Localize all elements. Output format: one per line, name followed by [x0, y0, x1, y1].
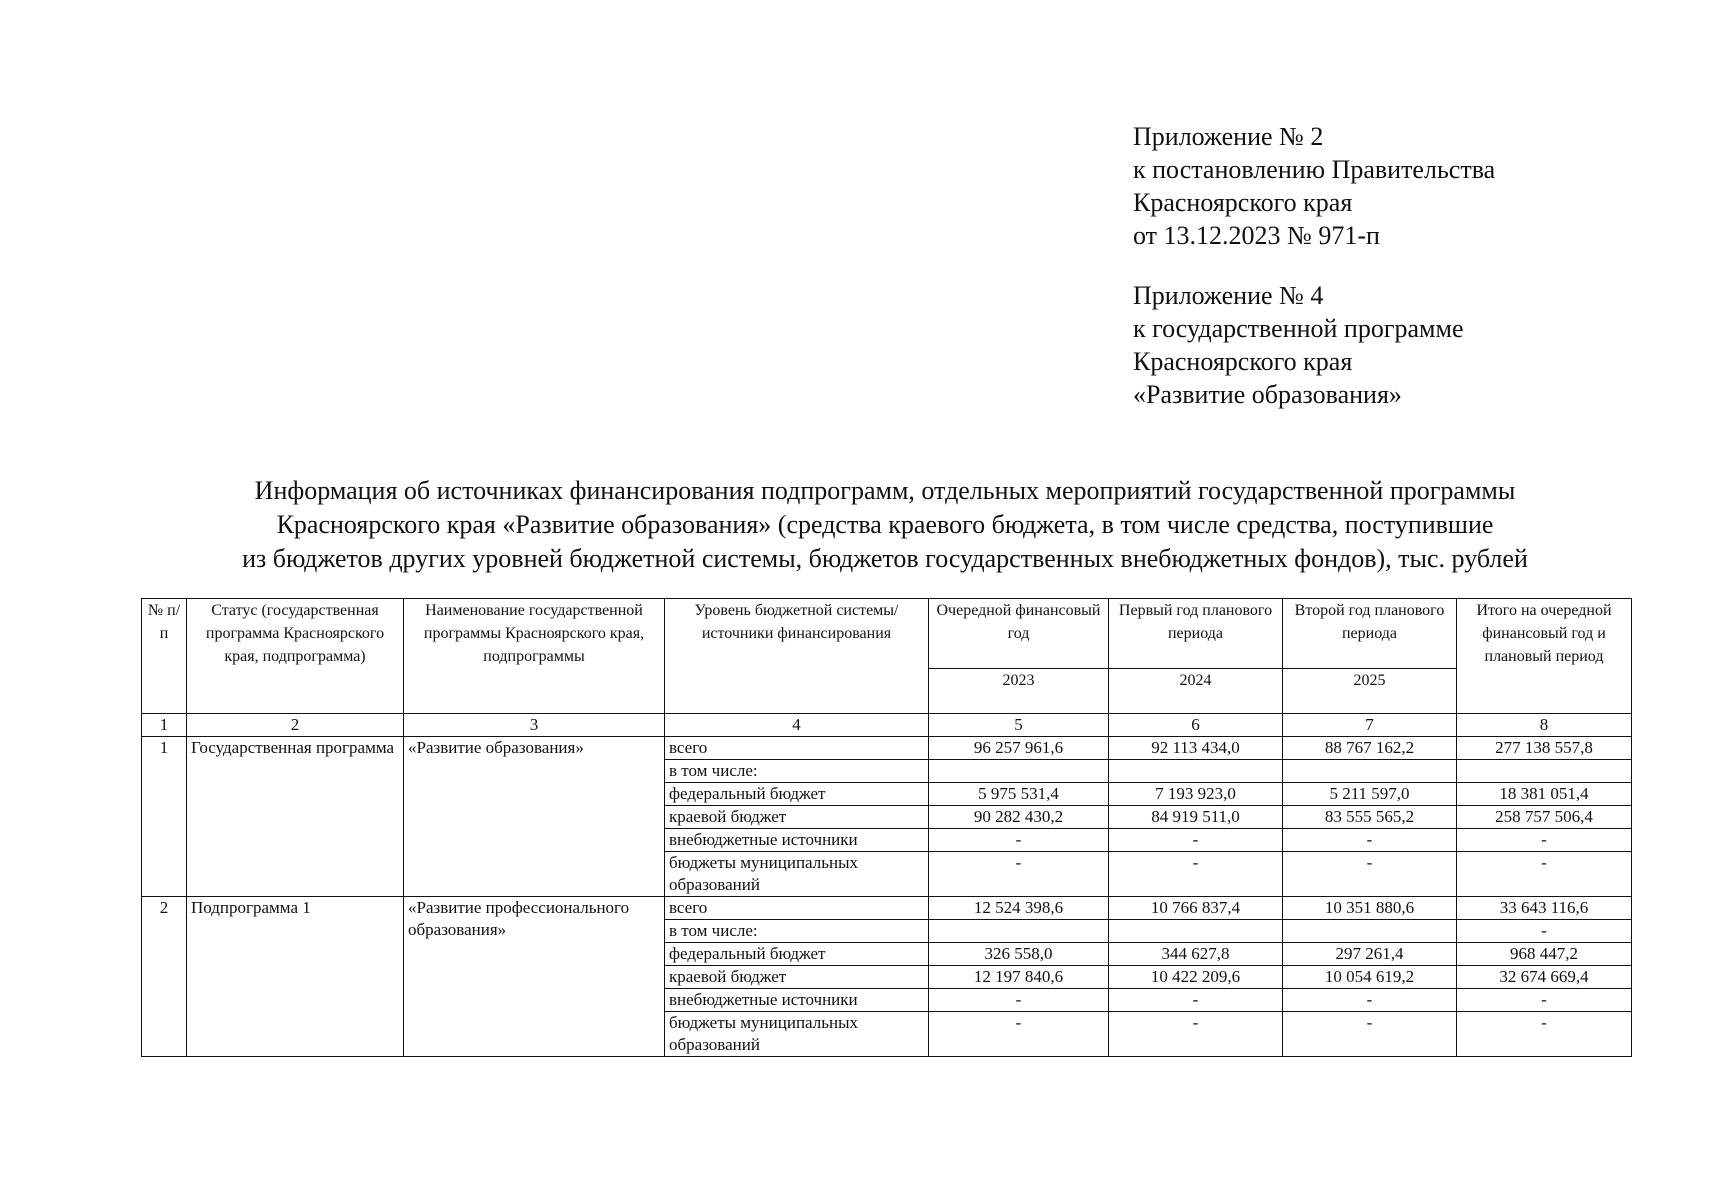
- value-2024: 7 193 923,0: [1109, 783, 1283, 806]
- title-line: Информация об источниках финансирования подпрограмм, отдельных мероприятий государственной программы: [254, 476, 1516, 505]
- appendix-2-line: Красноярского края: [1133, 188, 1353, 217]
- value-2025: -: [1283, 829, 1457, 852]
- value-2023: 12 197 840,6: [929, 966, 1109, 989]
- value-total: 32 674 669,4: [1457, 966, 1632, 989]
- value-2024: -: [1109, 1012, 1283, 1057]
- financing-table: [141, 598, 1632, 1057]
- header-year-3: Второй год планового периода: [1283, 599, 1457, 669]
- value-total: -: [1457, 920, 1632, 943]
- column-numbers-row: [142, 714, 1632, 737]
- row-status: Государственная программа: [187, 737, 404, 897]
- value-total: -: [1457, 989, 1632, 1012]
- row-num: 2: [142, 897, 187, 1057]
- value-2023: 326 558,0: [929, 943, 1109, 966]
- row-level: всего: [665, 897, 929, 920]
- value-2025: [1283, 760, 1457, 783]
- column-number: 3: [404, 714, 665, 737]
- appendix-2-line: к постановлению Правительства: [1133, 155, 1496, 184]
- title-line: из бюджетов других уровней бюджетной системы, бюджетов государственных внебюджетных фондов), тыс. рублей: [242, 544, 1528, 573]
- row-level: всего: [665, 737, 929, 760]
- value-2023: -: [929, 989, 1109, 1012]
- row-program-name: «Развитие профессионального образования»: [404, 897, 665, 1057]
- value-2025: -: [1283, 1012, 1457, 1057]
- title-line: Красноярского края «Развитие образования» (средства краевого бюджета, в том числе средства, поступившие: [276, 510, 1494, 539]
- column-number: 7: [1283, 714, 1457, 737]
- value-total: -: [1457, 852, 1632, 897]
- table-body: [142, 714, 1632, 1057]
- value-2023: -: [929, 852, 1109, 897]
- header-year-2-value: 2024: [1109, 669, 1283, 714]
- value-2024: [1109, 920, 1283, 943]
- row-status: Подпрограмма 1: [187, 897, 404, 1057]
- value-2024: 84 919 511,0: [1109, 806, 1283, 829]
- value-2025: 10 054 619,2: [1283, 966, 1457, 989]
- value-2023: [929, 760, 1109, 783]
- column-number: 8: [1457, 714, 1632, 737]
- row-level: внебюджетные источники: [665, 989, 929, 1012]
- row-level: бюджеты муниципальных образований: [665, 1012, 929, 1057]
- value-2023: [929, 920, 1109, 943]
- appendix-2-line: Приложение № 2: [1133, 122, 1324, 151]
- value-2023: 90 282 430,2: [929, 806, 1109, 829]
- header-year-2: Первый год планового периода: [1109, 599, 1283, 669]
- value-total: [1457, 760, 1632, 783]
- value-2025: 10 351 880,6: [1283, 897, 1457, 920]
- appendix-4-line: Красноярского края: [1133, 347, 1353, 376]
- row-level: в том числе:: [665, 760, 929, 783]
- row-level: федеральный бюджет: [665, 783, 929, 806]
- appendix-4-block: [1133, 279, 1464, 411]
- value-2023: 12 524 398,6: [929, 897, 1109, 920]
- column-number: 5: [929, 714, 1109, 737]
- value-total: 18 381 051,4: [1457, 783, 1632, 806]
- value-2023: 96 257 961,6: [929, 737, 1109, 760]
- value-total: 258 757 506,4: [1457, 806, 1632, 829]
- row-level: краевой бюджет: [665, 806, 929, 829]
- value-total: 968 447,2: [1457, 943, 1632, 966]
- value-2025: [1283, 920, 1457, 943]
- appendix-2-line: от 13.12.2023 № 971-п: [1133, 221, 1380, 250]
- value-2024: 10 766 837,4: [1109, 897, 1283, 920]
- row-level: бюджеты муниципальных образований: [665, 852, 929, 897]
- value-2024: -: [1109, 852, 1283, 897]
- appendix-4-line: «Развитие образования»: [1133, 380, 1402, 409]
- value-total: 277 138 557,8: [1457, 737, 1632, 760]
- appendix-2-block: [1133, 120, 1495, 252]
- value-2025: -: [1283, 989, 1457, 1012]
- value-2024: 344 627,8: [1109, 943, 1283, 966]
- table-row: [142, 897, 1632, 920]
- value-2024: -: [1109, 989, 1283, 1012]
- value-total: 33 643 116,6: [1457, 897, 1632, 920]
- value-2023: -: [929, 829, 1109, 852]
- column-number: 4: [665, 714, 929, 737]
- value-total: -: [1457, 829, 1632, 852]
- header-year-1-value: 2023: [929, 669, 1109, 714]
- row-level: внебюджетные источники: [665, 829, 929, 852]
- value-2024: -: [1109, 829, 1283, 852]
- header-name: Наименование государственной программы Красноярского края, подпрограммы: [404, 599, 665, 714]
- header-num: № п/п: [142, 599, 187, 714]
- value-2025: 88 767 162,2: [1283, 737, 1457, 760]
- appendix-4-line: к государственной программе: [1133, 314, 1464, 343]
- value-2025: 5 211 597,0: [1283, 783, 1457, 806]
- row-level: федеральный бюджет: [665, 943, 929, 966]
- column-number: 6: [1109, 714, 1283, 737]
- value-2024: [1109, 760, 1283, 783]
- appendix-4-line: Приложение № 4: [1133, 281, 1324, 310]
- value-2025: 297 261,4: [1283, 943, 1457, 966]
- header-year-1: Очередной финансовый год: [929, 599, 1109, 669]
- header-status: Статус (государственная программа Красноярского края, подпрограмма): [187, 599, 404, 714]
- row-num: 1: [142, 737, 187, 897]
- row-program-name: «Развитие образования»: [404, 737, 665, 897]
- value-2023: -: [929, 1012, 1109, 1057]
- row-level: в том числе:: [665, 920, 929, 943]
- header-year-3-value: 2025: [1283, 669, 1457, 714]
- document-title: [90, 474, 1680, 576]
- header-total: Итого на очередной финансовый год и плановый период: [1457, 599, 1632, 714]
- column-number: 1: [142, 714, 187, 737]
- column-number: 2: [187, 714, 404, 737]
- value-2024: 10 422 209,6: [1109, 966, 1283, 989]
- value-2025: -: [1283, 852, 1457, 897]
- value-2025: 83 555 565,2: [1283, 806, 1457, 829]
- header-level: Уровень бюджетной системы/источники финансирования: [665, 599, 929, 714]
- row-level: краевой бюджет: [665, 966, 929, 989]
- table-row: [142, 737, 1632, 760]
- value-2023: 5 975 531,4: [929, 783, 1109, 806]
- value-2024: 92 113 434,0: [1109, 737, 1283, 760]
- value-total: -: [1457, 1012, 1632, 1057]
- table-header: [142, 599, 1632, 714]
